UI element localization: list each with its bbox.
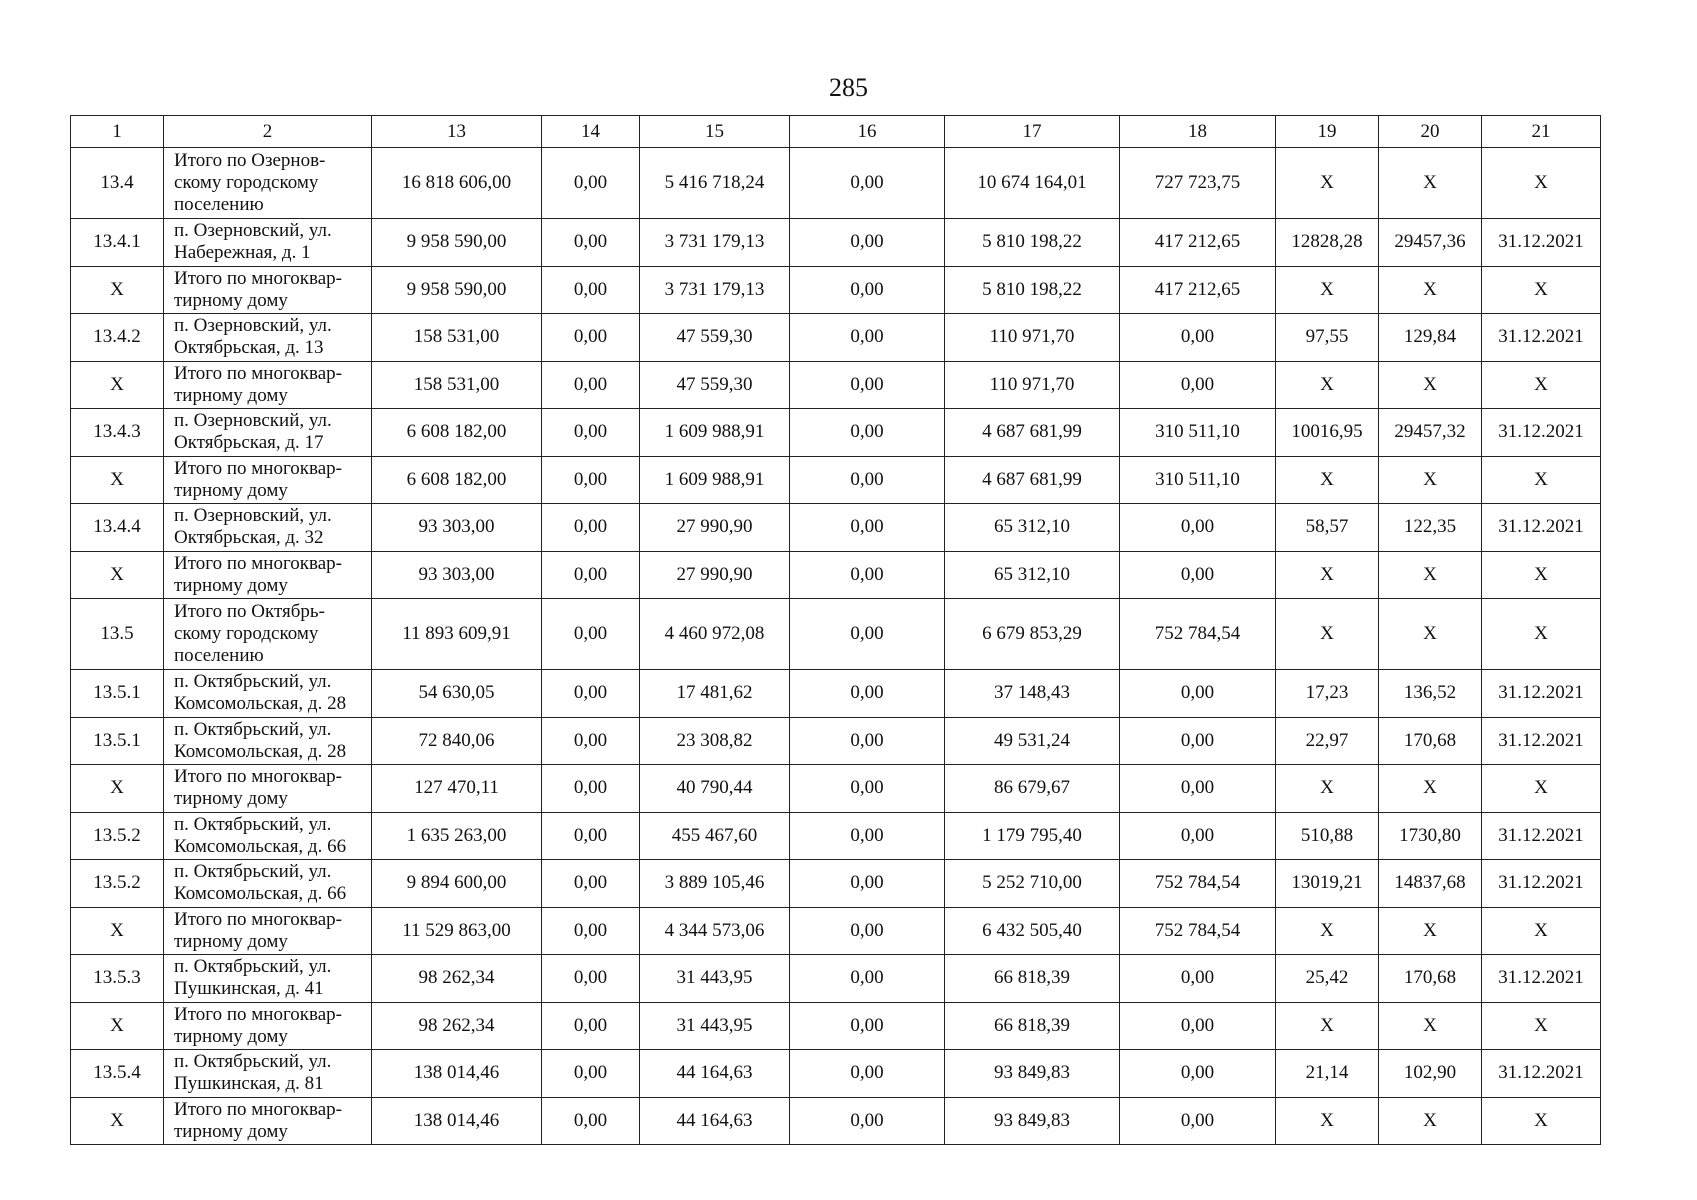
table-cell: X [1276,1097,1379,1145]
row-name-line: п. Октябрьский, ул. [174,861,332,883]
table-cell: X [1276,148,1379,219]
table-cell: 22,97 [1276,717,1379,765]
table-cell: 0,00 [542,955,640,1003]
table-cell: 10 674 164,01 [945,148,1120,219]
table-cell: 0,00 [790,504,945,552]
table-cell: X [1379,1097,1482,1145]
table-cell: 97,55 [1276,314,1379,362]
table-cell: 4 460 972,08 [640,599,790,670]
table-cell: 27 990,90 [640,551,790,599]
table-cell: 0,00 [790,907,945,955]
table-cell: 31.12.2021 [1482,219,1601,267]
table-cell: 65 312,10 [945,504,1120,552]
table-cell: 9 958 590,00 [372,266,542,314]
row-number-cell: X [71,266,164,314]
table-cell: 0,00 [1120,314,1276,362]
column-header: 13 [372,116,542,148]
table-cell: 31.12.2021 [1482,314,1601,362]
table-cell: 93 849,83 [945,1050,1120,1098]
table-cell: 0,00 [542,266,640,314]
table-cell: 29457,36 [1379,219,1482,267]
table-cell: 0,00 [790,361,945,409]
table-cell: 47 559,30 [640,361,790,409]
table-cell: 0,00 [542,361,640,409]
table-cell: 66 818,39 [945,1002,1120,1050]
table-cell: 0,00 [1120,670,1276,718]
row-name-line: Итого по Октябрь- [174,601,325,622]
table-cell: 29457,32 [1379,409,1482,457]
table-cell: 17 481,62 [640,670,790,718]
table-cell: 0,00 [1120,955,1276,1003]
table-cell: X [1379,599,1482,670]
row-name-cell [164,1050,372,1098]
table-row [71,860,1601,908]
row-number-cell: 13.4.3 [71,409,164,457]
table-cell: 0,00 [542,717,640,765]
column-header: 16 [790,116,945,148]
row-name-line: п. Октябрьский, ул. [174,671,332,693]
table-cell: 0,00 [790,1097,945,1145]
table-cell: 6 608 182,00 [372,456,542,504]
table-row [71,1097,1601,1145]
row-name-line: Октябрьская, д. 17 [174,432,324,454]
table-cell: 0,00 [542,812,640,860]
row-name-cell [164,599,372,670]
column-header: 19 [1276,116,1379,148]
table-cell: 122,35 [1379,504,1482,552]
row-name-cell [164,860,372,908]
table-cell: 0,00 [790,148,945,219]
table-cell: 0,00 [790,599,945,670]
row-number-cell: 13.4.1 [71,219,164,267]
table-cell: 0,00 [542,314,640,362]
row-name-cell [164,765,372,813]
row-number-cell: 13.5.3 [71,955,164,1003]
table-cell: 12828,28 [1276,219,1379,267]
table-cell: 27 990,90 [640,504,790,552]
row-number-cell: X [71,907,164,955]
table-cell: 1 635 263,00 [372,812,542,860]
table-cell: 0,00 [542,219,640,267]
table-cell: 93 849,83 [945,1097,1120,1145]
table-cell: 170,68 [1379,717,1482,765]
row-name-cell [164,456,372,504]
row-name-line: п. Октябрьский, ул. [174,956,332,978]
table-cell: 31.12.2021 [1482,860,1601,908]
table-cell: 31.12.2021 [1482,1050,1601,1098]
table-row [71,765,1601,813]
table-cell: 0,00 [790,314,945,362]
table-cell: 5 252 710,00 [945,860,1120,908]
row-name-cell [164,1097,372,1145]
row-name-line: Итого по многоквар- [174,1098,342,1120]
table-cell: 31.12.2021 [1482,955,1601,1003]
table-cell: 86 679,67 [945,765,1120,813]
table-cell: 0,00 [790,409,945,457]
table-cell: 98 262,34 [372,1002,542,1050]
table-cell: 31 443,95 [640,1002,790,1050]
row-number-cell: 13.5.1 [71,670,164,718]
table-cell: 0,00 [790,955,945,1003]
table-cell: X [1379,361,1482,409]
row-number-cell: 13.5 [71,599,164,670]
table-cell: 0,00 [542,670,640,718]
row-number-cell: 13.4.2 [71,314,164,362]
table-cell: 93 303,00 [372,504,542,552]
table-cell: 3 889 105,46 [640,860,790,908]
table-cell: 58,57 [1276,504,1379,552]
table-row [71,504,1601,552]
table-cell: 0,00 [790,860,945,908]
table-cell: 310 511,10 [1120,409,1276,457]
table-cell: 129,84 [1379,314,1482,362]
table-cell: 0,00 [790,456,945,504]
table-cell: 5 810 198,22 [945,219,1120,267]
row-number-cell: X [71,765,164,813]
column-header: 15 [640,116,790,148]
row-number-cell: 13.5.1 [71,717,164,765]
table-cell: 138 014,46 [372,1097,542,1145]
table-row [71,266,1601,314]
table-cell: X [1482,148,1601,219]
table-cell: 4 687 681,99 [945,409,1120,457]
table-row [71,148,1601,219]
table-cell: 31.12.2021 [1482,812,1601,860]
table-cell: X [1482,599,1601,670]
table-cell: 23 308,82 [640,717,790,765]
table-cell: X [1276,266,1379,314]
table-cell: 727 723,75 [1120,148,1276,219]
table-cell: 11 529 863,00 [372,907,542,955]
table-cell: 110 971,70 [945,314,1120,362]
table-cell: 31.12.2021 [1482,504,1601,552]
table-cell: 0,00 [1120,1097,1276,1145]
table-cell: 31.12.2021 [1482,717,1601,765]
table-cell: 16 818 606,00 [372,148,542,219]
table-cell: 93 303,00 [372,551,542,599]
table-cell: 0,00 [1120,812,1276,860]
table-cell: 0,00 [1120,717,1276,765]
table-cell: 0,00 [790,219,945,267]
column-header: 18 [1120,116,1276,148]
row-name-line: Итого по многоквар- [174,457,342,479]
table-cell: 417 212,65 [1120,219,1276,267]
table-cell: 0,00 [790,670,945,718]
header-row [71,116,1601,148]
table-cell: 54 630,05 [372,670,542,718]
table-cell: 17,23 [1276,670,1379,718]
data-table [70,115,1601,1145]
table-cell: 6 679 853,29 [945,599,1120,670]
table-row [71,1050,1601,1098]
table-cell: 72 840,06 [372,717,542,765]
table-cell: 3 731 179,13 [640,266,790,314]
row-number-cell: X [71,1002,164,1050]
row-name-line: Набережная, д. 1 [174,242,311,264]
row-name-line: Пушкинская, д. 81 [174,1073,324,1095]
row-number-cell: X [71,551,164,599]
table-cell: X [1379,1002,1482,1050]
row-number-cell: 13.5.2 [71,812,164,860]
table-cell: 138 014,46 [372,1050,542,1098]
table-row [71,670,1601,718]
row-name-line: тирному дому [174,384,288,406]
table-row [71,1002,1601,1050]
table-cell: 13019,21 [1276,860,1379,908]
table-cell: 9 958 590,00 [372,219,542,267]
table-cell: X [1482,765,1601,813]
table-cell: 98 262,34 [372,955,542,1003]
table-cell: X [1379,551,1482,599]
table-cell: 0,00 [790,812,945,860]
table-cell: 0,00 [542,409,640,457]
row-name-line: Комсомольская, д. 28 [174,740,347,762]
table-cell: X [1379,765,1482,813]
table-cell: 1 609 988,91 [640,409,790,457]
table-cell: 65 312,10 [945,551,1120,599]
row-name-line: поселению [174,194,264,215]
page-number: 285 [829,73,868,102]
row-name-line: п. Октябрьский, ул. [174,718,332,740]
column-header: 17 [945,116,1120,148]
table-cell: 0,00 [542,551,640,599]
row-name-line: Пушкинская, д. 41 [174,978,324,1000]
table-cell: 5 416 718,24 [640,148,790,219]
table-cell: 3 731 179,13 [640,219,790,267]
table-cell: 0,00 [542,1002,640,1050]
row-name-line: Комсомольская, д. 66 [174,835,347,857]
table-cell: 752 784,54 [1120,907,1276,955]
table-cell: 5 810 198,22 [945,266,1120,314]
table-row [71,361,1601,409]
row-name-line: тирному дому [174,788,288,810]
row-name-line: Итого по многоквар- [174,362,342,384]
table-cell: X [1482,907,1601,955]
table-cell: X [1276,765,1379,813]
table-row [71,812,1601,860]
row-name-cell [164,1002,372,1050]
row-name-cell [164,219,372,267]
table-cell: 0,00 [1120,504,1276,552]
row-name-line: тирному дому [174,1025,288,1047]
column-header: 2 [164,116,372,148]
table-cell: X [1276,361,1379,409]
table-cell: X [1482,1097,1601,1145]
table-cell: 0,00 [542,599,640,670]
table-cell: 752 784,54 [1120,599,1276,670]
row-name-cell [164,361,372,409]
table-cell: 6 608 182,00 [372,409,542,457]
table-cell: X [1482,551,1601,599]
table-cell: X [1276,456,1379,504]
table-cell: 0,00 [542,907,640,955]
row-number-cell: X [71,361,164,409]
row-name-line: тирному дому [174,479,288,501]
table-cell: 0,00 [1120,361,1276,409]
table-cell: 9 894 600,00 [372,860,542,908]
row-name-line: Итого по Озернов- [174,150,326,171]
row-name-line: Октябрьская, д. 32 [174,527,324,549]
table-cell: 6 432 505,40 [945,907,1120,955]
table-cell: X [1276,907,1379,955]
row-name-line: Итого по многоквар- [174,766,342,788]
row-name-line: п. Октябрьский, ул. [174,813,332,835]
row-name-cell [164,907,372,955]
table-cell: 0,00 [790,551,945,599]
row-name-line: Комсомольская, д. 66 [174,883,347,905]
row-name-line: скому городскому [174,623,319,644]
table-cell: 0,00 [1120,1002,1276,1050]
row-name-cell [164,266,372,314]
table-cell: 127 470,11 [372,765,542,813]
table-cell: X [1482,456,1601,504]
table-cell: 102,90 [1379,1050,1482,1098]
row-name-cell [164,670,372,718]
table-row [71,907,1601,955]
row-name-cell [164,314,372,362]
table-cell: 455 467,60 [640,812,790,860]
row-name-cell [164,504,372,552]
table-row [71,551,1601,599]
table-cell: 4 687 681,99 [945,456,1120,504]
table-cell: 66 818,39 [945,955,1120,1003]
table-body [71,116,1601,1145]
table-cell: 11 893 609,91 [372,599,542,670]
row-number-cell: 13.4 [71,148,164,219]
table-row [71,456,1601,504]
table-cell: 0,00 [1120,551,1276,599]
table-cell: 37 148,43 [945,670,1120,718]
table-cell: 0,00 [790,1002,945,1050]
table-cell: 158 531,00 [372,361,542,409]
row-name-line: тирному дому [174,574,288,596]
table-cell: 49 531,24 [945,717,1120,765]
table-cell: 31 443,95 [640,955,790,1003]
table-cell: X [1379,148,1482,219]
row-name-line: Итого по многоквар- [174,1003,342,1025]
table-cell: X [1482,361,1601,409]
row-name-line: поселению [174,645,264,666]
table-cell: 47 559,30 [640,314,790,362]
table-cell: 158 531,00 [372,314,542,362]
row-number-cell: 13.4.4 [71,504,164,552]
table-cell: 0,00 [542,456,640,504]
table-cell: X [1276,599,1379,670]
row-name-line: п. Озерновский, ул. [174,315,332,337]
table-cell: 0,00 [542,1097,640,1145]
row-name-cell [164,551,372,599]
row-number-cell: X [71,456,164,504]
table-cell: 0,00 [542,860,640,908]
table-cell: 14837,68 [1379,860,1482,908]
table-cell: 0,00 [542,765,640,813]
row-name-line: п. Озерновский, ул. [174,220,332,242]
table-cell: 10016,95 [1276,409,1379,457]
column-header: 14 [542,116,640,148]
row-name-line: п. Озерновский, ул. [174,410,332,432]
table-row [71,599,1601,670]
table-cell: 0,00 [790,765,945,813]
table-row [71,955,1601,1003]
row-number-cell: 13.5.2 [71,860,164,908]
row-name-line: п. Октябрьский, ул. [174,1051,332,1073]
table-cell: 0,00 [1120,765,1276,813]
table-cell: 0,00 [542,148,640,219]
column-header: 1 [71,116,164,148]
table-cell: X [1276,551,1379,599]
table-cell: 752 784,54 [1120,860,1276,908]
table-cell: 0,00 [542,1050,640,1098]
column-header: 21 [1482,116,1601,148]
row-name-cell [164,955,372,1003]
row-name-cell [164,409,372,457]
table-row [71,314,1601,362]
row-name-line: Итого по многоквар- [174,267,342,289]
row-name-cell [164,148,372,219]
table-cell: X [1482,1002,1601,1050]
table-cell: 0,00 [542,504,640,552]
table-cell: X [1482,266,1601,314]
table-cell: 1730,80 [1379,812,1482,860]
table-cell: 25,42 [1276,955,1379,1003]
table-cell: X [1379,266,1482,314]
row-name-line: Итого по многоквар- [174,552,342,574]
table-cell: 136,52 [1379,670,1482,718]
row-name-line: п. Озерновский, ул. [174,505,332,527]
table-row [71,717,1601,765]
table-cell: 0,00 [790,717,945,765]
table-cell: 44 164,63 [640,1050,790,1098]
row-name-line: Комсомольская, д. 28 [174,693,347,715]
table-cell: 0,00 [1120,1050,1276,1098]
row-name-line: тирному дому [174,930,288,952]
table-cell: 170,68 [1379,955,1482,1003]
row-name-cell [164,717,372,765]
row-number-cell: X [71,1097,164,1145]
row-name-line: Октябрьская, д. 13 [174,337,324,359]
row-name-line: тирному дому [174,289,288,311]
row-name-line: тирному дому [174,1120,288,1142]
table-cell: 31.12.2021 [1482,670,1601,718]
table-cell: X [1379,907,1482,955]
table-cell: X [1276,1002,1379,1050]
table-cell: 1 179 795,40 [945,812,1120,860]
row-name-cell [164,812,372,860]
table-cell: 110 971,70 [945,361,1120,409]
row-name-line: Итого по многоквар- [174,908,342,930]
table-cell: 21,14 [1276,1050,1379,1098]
table-cell: 310 511,10 [1120,456,1276,504]
table-cell: 417 212,65 [1120,266,1276,314]
table-cell: 40 790,44 [640,765,790,813]
table-cell: 510,88 [1276,812,1379,860]
table-row [71,219,1601,267]
table-cell: 4 344 573,06 [640,907,790,955]
table-cell: 0,00 [790,266,945,314]
table-cell: 44 164,63 [640,1097,790,1145]
table-row [71,409,1601,457]
row-number-cell: 13.5.4 [71,1050,164,1098]
row-name-line: скому городскому [174,172,319,193]
table-cell: X [1379,456,1482,504]
table-cell: 0,00 [790,1050,945,1098]
table-cell: 31.12.2021 [1482,409,1601,457]
table-cell: 1 609 988,91 [640,456,790,504]
column-header: 20 [1379,116,1482,148]
